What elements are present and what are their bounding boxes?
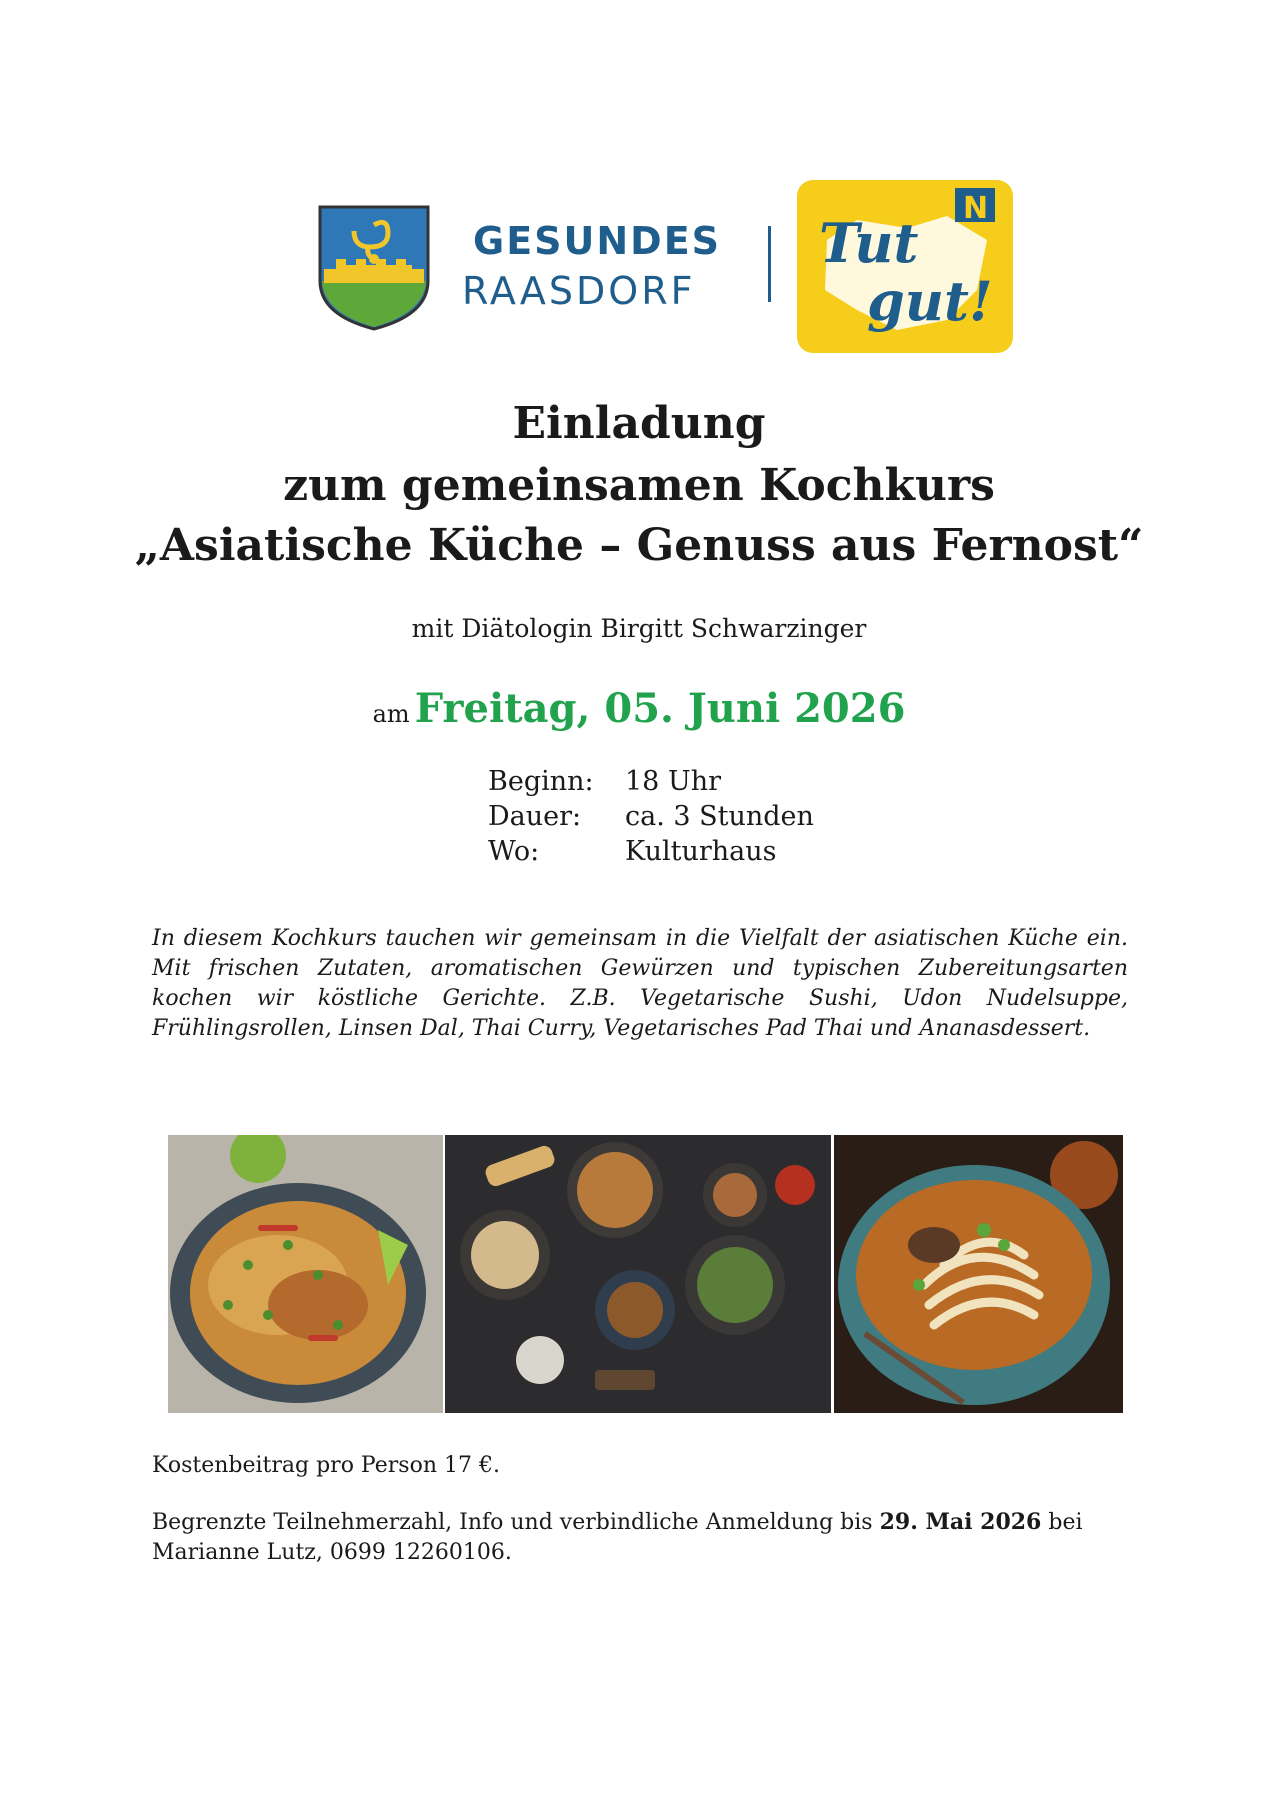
title-line-2: zum gemeinsamen Kochkurs <box>283 460 995 511</box>
logo-divider <box>768 226 771 302</box>
badge-text-1: Tut <box>819 211 919 275</box>
registration-deadline: 29. Mai 2026 <box>879 1509 1042 1535</box>
cost-info: Kostenbeitrag pro Person 17 €. <box>152 1453 500 1478</box>
badge-text-2: gut! <box>867 269 993 333</box>
title-line-3: „Asiatische Küche – Genuss aus Fernost“ <box>134 520 1144 571</box>
asian-dishes-spread-photo <box>445 1135 831 1413</box>
pad-thai-photo <box>168 1135 443 1413</box>
brand-name-line-2: RAASDORF <box>462 269 696 313</box>
registration-info <box>152 1507 1132 1568</box>
info-label-duration: Dauer: <box>488 801 582 832</box>
info-value-start: 18 Uhr <box>625 766 721 797</box>
course-description: In diesem Kochkurs tauchen wir gemeinsam in die Vielfalt der asiatischen Küche ein. Mit frischen Zutaten, aromatischen Gewürzen und typischen Zubereitungsarten kochen wir köstliche Gerichte. Z.B. Vegetarische Sushi, Udon Nudelsuppe, Frühlingsrollen, Linsen Dal, Thai Curry, Vegetarisches Pad Thai und Ananasdessert. <box>152 926 1128 1041</box>
badge-letter: N <box>963 191 989 226</box>
date-prefix: am <box>372 700 410 728</box>
info-label-start: Beginn: <box>488 766 594 797</box>
subtitle: mit Diätologin Birgitt Schwarzinger <box>411 614 867 643</box>
event-date: Freitag, 05. Juni 2026 <box>414 685 906 732</box>
title-line-1: Einladung <box>512 398 766 449</box>
info-label-location: Wo: <box>488 836 540 867</box>
brand-name-line-1: GESUNDES <box>473 219 722 263</box>
info-value-location: Kulturhaus <box>625 836 777 867</box>
date-row <box>0 685 1278 732</box>
tut-gut-badge-logo <box>797 180 1013 353</box>
registration-contact: Marianne Lutz, 0699 12260106. <box>152 1540 512 1565</box>
municipal-crest-icon <box>316 203 432 333</box>
udon-soup-photo <box>834 1135 1123 1413</box>
registration-text: Begrenzte Teilnehmerzahl, Info und verbindliche Anmeldung bis <box>152 1510 873 1535</box>
registration-text-post: bei <box>1048 1510 1083 1535</box>
info-value-duration: ca. 3 Stunden <box>625 801 814 832</box>
